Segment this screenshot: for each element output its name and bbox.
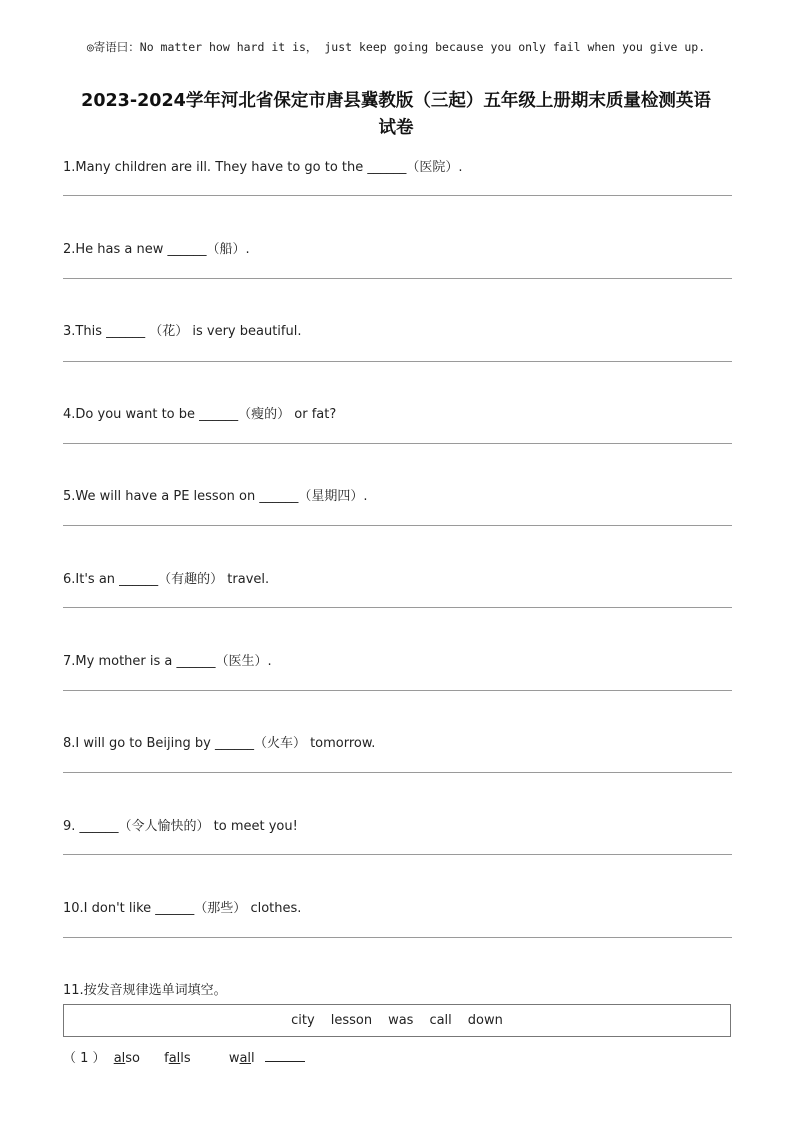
answer-line-4[interactable] (63, 443, 732, 444)
title-line-2: 试卷 (378, 118, 414, 138)
word-part: f (164, 1051, 169, 1066)
sub-question-label: （ 1 ） (63, 1051, 106, 1066)
title-line-1: 2023-2024学年河北省保定市唐县冀教版（三起）五年级上册期末质量检测英语 (81, 91, 711, 111)
word-bank-item: down (467, 1013, 503, 1028)
answer-line-3[interactable] (63, 361, 732, 362)
question-8: 8.I will go to Beijing by ______（火车） tomorrow. (63, 736, 376, 751)
question-7: 7.My mother is a ______（医生）. (63, 654, 272, 669)
question-10: 10.I don't like ______（那些） clothes. (63, 901, 302, 916)
answer-line-8[interactable] (63, 772, 732, 773)
word-bank (63, 1004, 731, 1037)
answer-line-2[interactable] (63, 278, 732, 279)
question-4: 4.Do you want to be ______（瘦的） or fat? (63, 407, 337, 422)
word-part-underlined: al (239, 1051, 252, 1066)
question-9: 9. ______（令人愉快的） to meet you! (63, 819, 298, 834)
answer-line-7[interactable] (63, 690, 732, 691)
word-bank-item: city (291, 1013, 315, 1028)
answer-line-1[interactable] (63, 195, 732, 196)
page-title (40, 88, 752, 142)
word-bank-item: lesson (330, 1013, 373, 1028)
answer-line-10[interactable] (63, 937, 732, 938)
word-also (114, 1051, 140, 1066)
question-1: 1.Many children are ill. They have to go to the ______（医院）. (63, 160, 463, 175)
word-wall (229, 1051, 255, 1066)
question-2: 2.He has a new ______（船）. (63, 242, 250, 257)
question-6: 6.It's an ______（有趣的） travel. (63, 572, 270, 587)
question-5: 5.We will have a PE lesson on ______（星期四）. (63, 489, 368, 504)
word-part-underlined: al (113, 1051, 126, 1066)
word-part-underlined: al (168, 1051, 181, 1066)
sub-question-1 (63, 1047, 305, 1066)
word-falls (164, 1051, 191, 1066)
answer-line-9[interactable] (63, 854, 732, 855)
word-part: so (125, 1051, 140, 1066)
answer-line-5[interactable] (63, 525, 732, 526)
word-part: l (251, 1051, 255, 1066)
word-bank-item: was (388, 1013, 414, 1028)
question-3: 3.This ______ （花） is very beautiful. (63, 324, 302, 339)
answer-line-6[interactable] (63, 607, 732, 608)
question-11-prompt: 11.按发音规律选单词填空。 (63, 983, 227, 998)
word-bank-item: call (429, 1013, 452, 1028)
word-part: w (228, 1051, 240, 1066)
motto-header: ◎寄语曰：No matter how hard it is， just keep going because you only fail when you give up. (86, 40, 706, 54)
word-part: ls (180, 1051, 191, 1066)
answer-blank[interactable] (265, 1049, 305, 1062)
